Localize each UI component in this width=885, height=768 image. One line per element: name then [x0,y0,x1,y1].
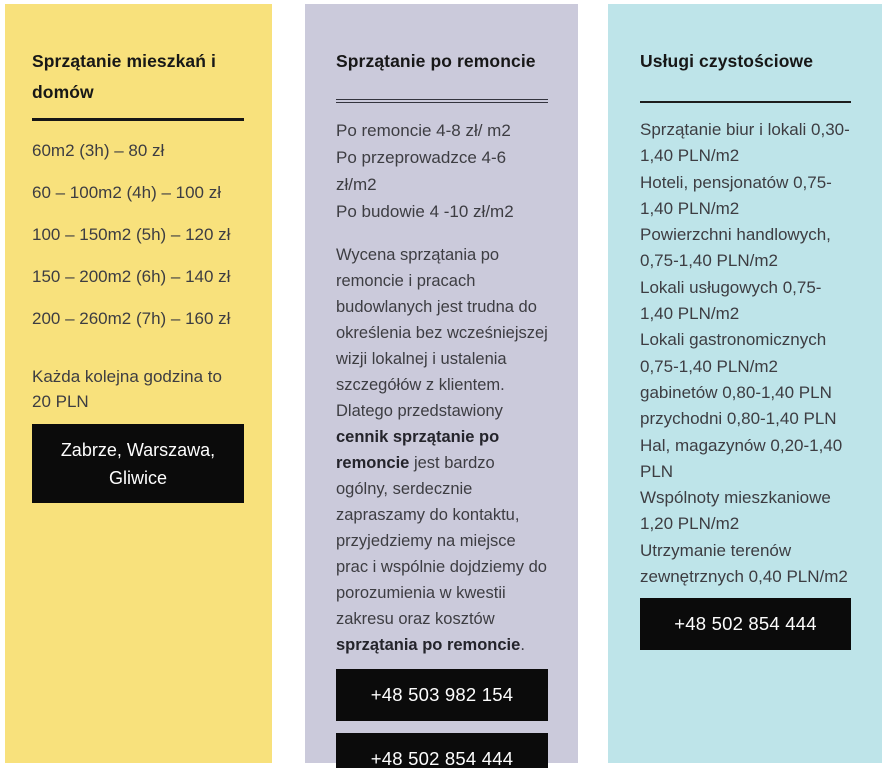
paragraph-segment: Wycena sprzątania po remoncie i pracach budowlanych jest trudna do określenia bez wcześniejszej wizji lokalnej i ustalenia szczegółów z klientem. Dlatego przedstawiony [336,246,548,420]
divider-line [336,99,548,103]
card-title: Sprzątanie po remoncie [336,51,536,71]
price-item: Po budowie 4 -10 zł/m2 [336,202,514,221]
price-item: Po remoncie 4-8 zł/ m2 [336,121,511,140]
price-item: przychodni 0,80-1,40 PLN [640,409,837,429]
phone-button-2[interactable]: +48 502 854 444 [336,733,548,768]
price-list [32,141,244,328]
card-apartment-cleaning [5,4,272,763]
price-item: gabinetów 0,80-1,40 PLN [640,382,832,402]
price-list [640,117,851,590]
paragraph-bold-segment: cennik sprzątanie po remoncie [336,428,500,472]
price-item: 200 – 260m2 (7h) – 160 zł [32,309,231,328]
card-title: Sprzątanie mieszkań i domów [32,51,216,102]
price-item: Po przeprowadzce 4-6 zł/m2 [336,148,507,194]
phone-button[interactable]: +48 502 854 444 [640,598,851,650]
description-paragraph [336,242,548,658]
divider-line [640,101,851,103]
card-cleaning-services [608,4,882,763]
price-item: Hoteli, pensjonatów 0,75-1,40 PLN/m2 [640,172,832,218]
price-item: Hal, magazynów 0,20-1,40 PLN [640,435,843,481]
cities-button[interactable]: Zabrze, Warszawa, Gliwice [32,424,244,503]
price-item: Powierzchni handlowych, 0,75-1,40 PLN/m2 [640,225,831,271]
extra-hour-note: Każda kolejna godzina to 20 PLN [32,367,222,411]
card-post-renovation-cleaning [305,4,578,768]
price-item: Sprzątanie biur i lokali 0,30-1,40 PLN/m2 [640,120,850,166]
price-item: Wspólnoty mieszkaniowe 1,20 PLN/m2 [640,488,831,534]
price-item: 60 – 100m2 (4h) – 100 zł [32,183,222,202]
price-list [336,117,548,225]
paragraph-bold-segment: sprzątania po remoncie [336,636,521,654]
phone-button-1[interactable]: +48 503 982 154 [336,669,548,721]
paragraph-segment: . [520,636,525,654]
price-item: Lokali usługowych 0,75-1,40 PLN/m2 [640,277,822,324]
price-item: Lokali gastronomicznych 0,75-1,40 PLN/m2 [640,330,827,376]
price-item: 60m2 (3h) – 80 zł [32,141,165,160]
card-title: Usługi czystościowe [640,51,814,71]
price-item: Utrzymanie terenów zewnętrznych 0,40 PLN/m2 [640,540,848,587]
price-item: 100 – 150m2 (5h) – 120 zł [32,225,231,244]
price-item: 150 – 200m2 (6h) – 140 zł [32,267,231,286]
paragraph-segment: jest bardzo ogólny, serdecznie zapraszamy do kontaktu, przyjedziemy na miejsce prac i wspólnie dojdziemy do porozumienia w kwestii zakresu oraz kosztów [336,454,547,628]
divider-line [32,118,244,121]
